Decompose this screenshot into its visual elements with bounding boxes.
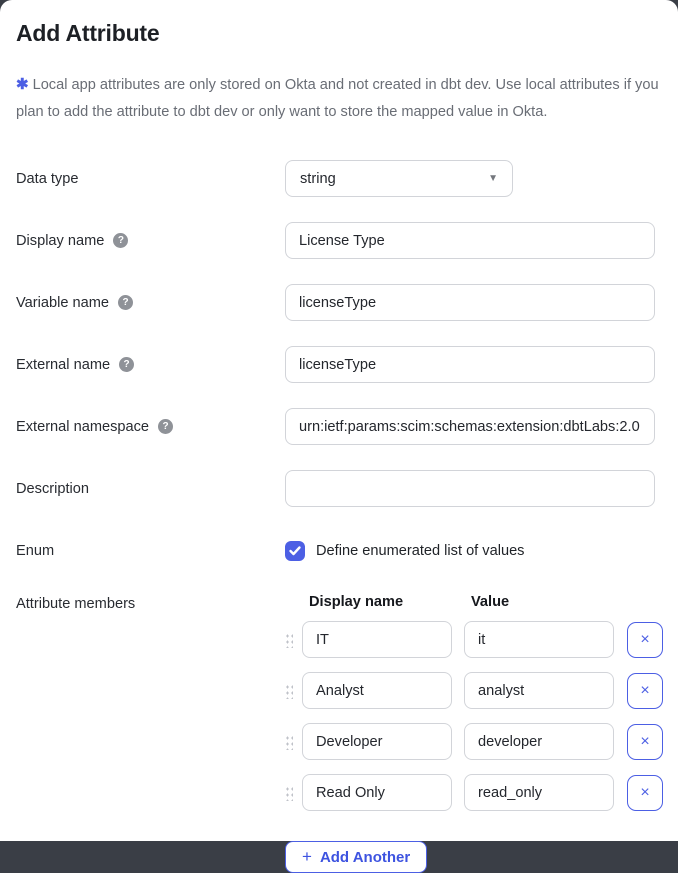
add-another-button[interactable] bbox=[285, 841, 427, 873]
check-icon bbox=[289, 546, 301, 556]
note-text: Local app attributes are only stored on Okta and not created in dbt dev. Use local attributes if you plan to add the attribute to dbt dev or only want to store the mapped value in Okta. bbox=[16, 77, 659, 120]
close-icon: × bbox=[640, 630, 650, 648]
members-col-value: Value bbox=[471, 594, 510, 610]
data-type-label: Data type bbox=[16, 170, 79, 187]
external-namespace-input[interactable] bbox=[285, 408, 655, 445]
external-name-input[interactable] bbox=[285, 346, 655, 383]
description-input[interactable] bbox=[285, 470, 655, 507]
remove-member-button[interactable] bbox=[627, 673, 663, 709]
description-row bbox=[16, 470, 662, 507]
member-row bbox=[285, 672, 663, 709]
help-icon[interactable]: ? bbox=[158, 419, 173, 434]
member-display-name-input[interactable] bbox=[302, 672, 452, 709]
help-icon[interactable]: ? bbox=[118, 295, 133, 310]
help-icon[interactable]: ? bbox=[113, 233, 128, 248]
enum-label: Enum bbox=[16, 542, 55, 559]
add-another-label: Add Another bbox=[319, 848, 411, 866]
data-type-selected-value: string bbox=[300, 170, 336, 187]
attribute-members-block bbox=[285, 594, 663, 825]
drag-handle-icon[interactable] bbox=[285, 632, 293, 648]
display-name-row bbox=[16, 222, 662, 259]
local-attribute-note bbox=[16, 71, 664, 126]
remove-member-button[interactable] bbox=[627, 622, 663, 658]
member-value-input[interactable] bbox=[464, 621, 614, 658]
member-display-name-input[interactable] bbox=[302, 621, 452, 658]
attribute-members-row bbox=[16, 594, 662, 825]
drag-handle-icon[interactable] bbox=[285, 683, 293, 699]
member-value-input[interactable] bbox=[464, 723, 614, 760]
drag-handle-icon[interactable] bbox=[285, 785, 293, 801]
page-title: Add Attribute bbox=[16, 20, 160, 46]
members-col-display-name: Display name bbox=[309, 594, 404, 610]
member-display-name-input[interactable] bbox=[302, 774, 452, 811]
chevron-down-icon: ▼ bbox=[488, 173, 498, 184]
data-type-row bbox=[16, 160, 662, 197]
variable-name-row bbox=[16, 284, 662, 321]
description-label: Description bbox=[16, 480, 89, 497]
member-row bbox=[285, 774, 663, 811]
remove-member-button[interactable] bbox=[627, 724, 663, 760]
close-icon: × bbox=[640, 681, 650, 699]
enum-checkbox-checked[interactable] bbox=[285, 541, 305, 561]
variable-name-label: Variable name bbox=[16, 294, 110, 311]
close-icon: × bbox=[640, 783, 650, 801]
member-value-input[interactable] bbox=[464, 672, 614, 709]
variable-name-input[interactable] bbox=[285, 284, 655, 321]
attribute-members-label: Attribute members bbox=[16, 596, 136, 612]
drag-handle-icon[interactable] bbox=[285, 734, 293, 750]
members-header bbox=[309, 594, 663, 610]
display-name-input[interactable] bbox=[285, 222, 655, 259]
external-name-row bbox=[16, 346, 662, 383]
external-namespace-row bbox=[16, 408, 662, 445]
enum-row bbox=[16, 532, 662, 569]
plus-icon: + bbox=[302, 847, 312, 866]
external-name-label: External name bbox=[16, 356, 111, 373]
display-name-label: Display name bbox=[16, 232, 105, 249]
external-namespace-label: External namespace bbox=[16, 418, 150, 435]
help-icon[interactable]: ? bbox=[119, 357, 134, 372]
member-row bbox=[285, 723, 663, 760]
data-type-select[interactable] bbox=[285, 160, 513, 197]
member-display-name-input[interactable] bbox=[302, 723, 452, 760]
add-attribute-form bbox=[16, 160, 662, 873]
member-value-input-focused[interactable] bbox=[464, 774, 614, 811]
remove-member-button[interactable] bbox=[627, 775, 663, 811]
asterisk-icon: ✱ bbox=[16, 76, 29, 93]
enum-checkbox-label: Define enumerated list of values bbox=[316, 542, 525, 559]
close-icon: × bbox=[640, 732, 650, 750]
member-row bbox=[285, 621, 663, 658]
